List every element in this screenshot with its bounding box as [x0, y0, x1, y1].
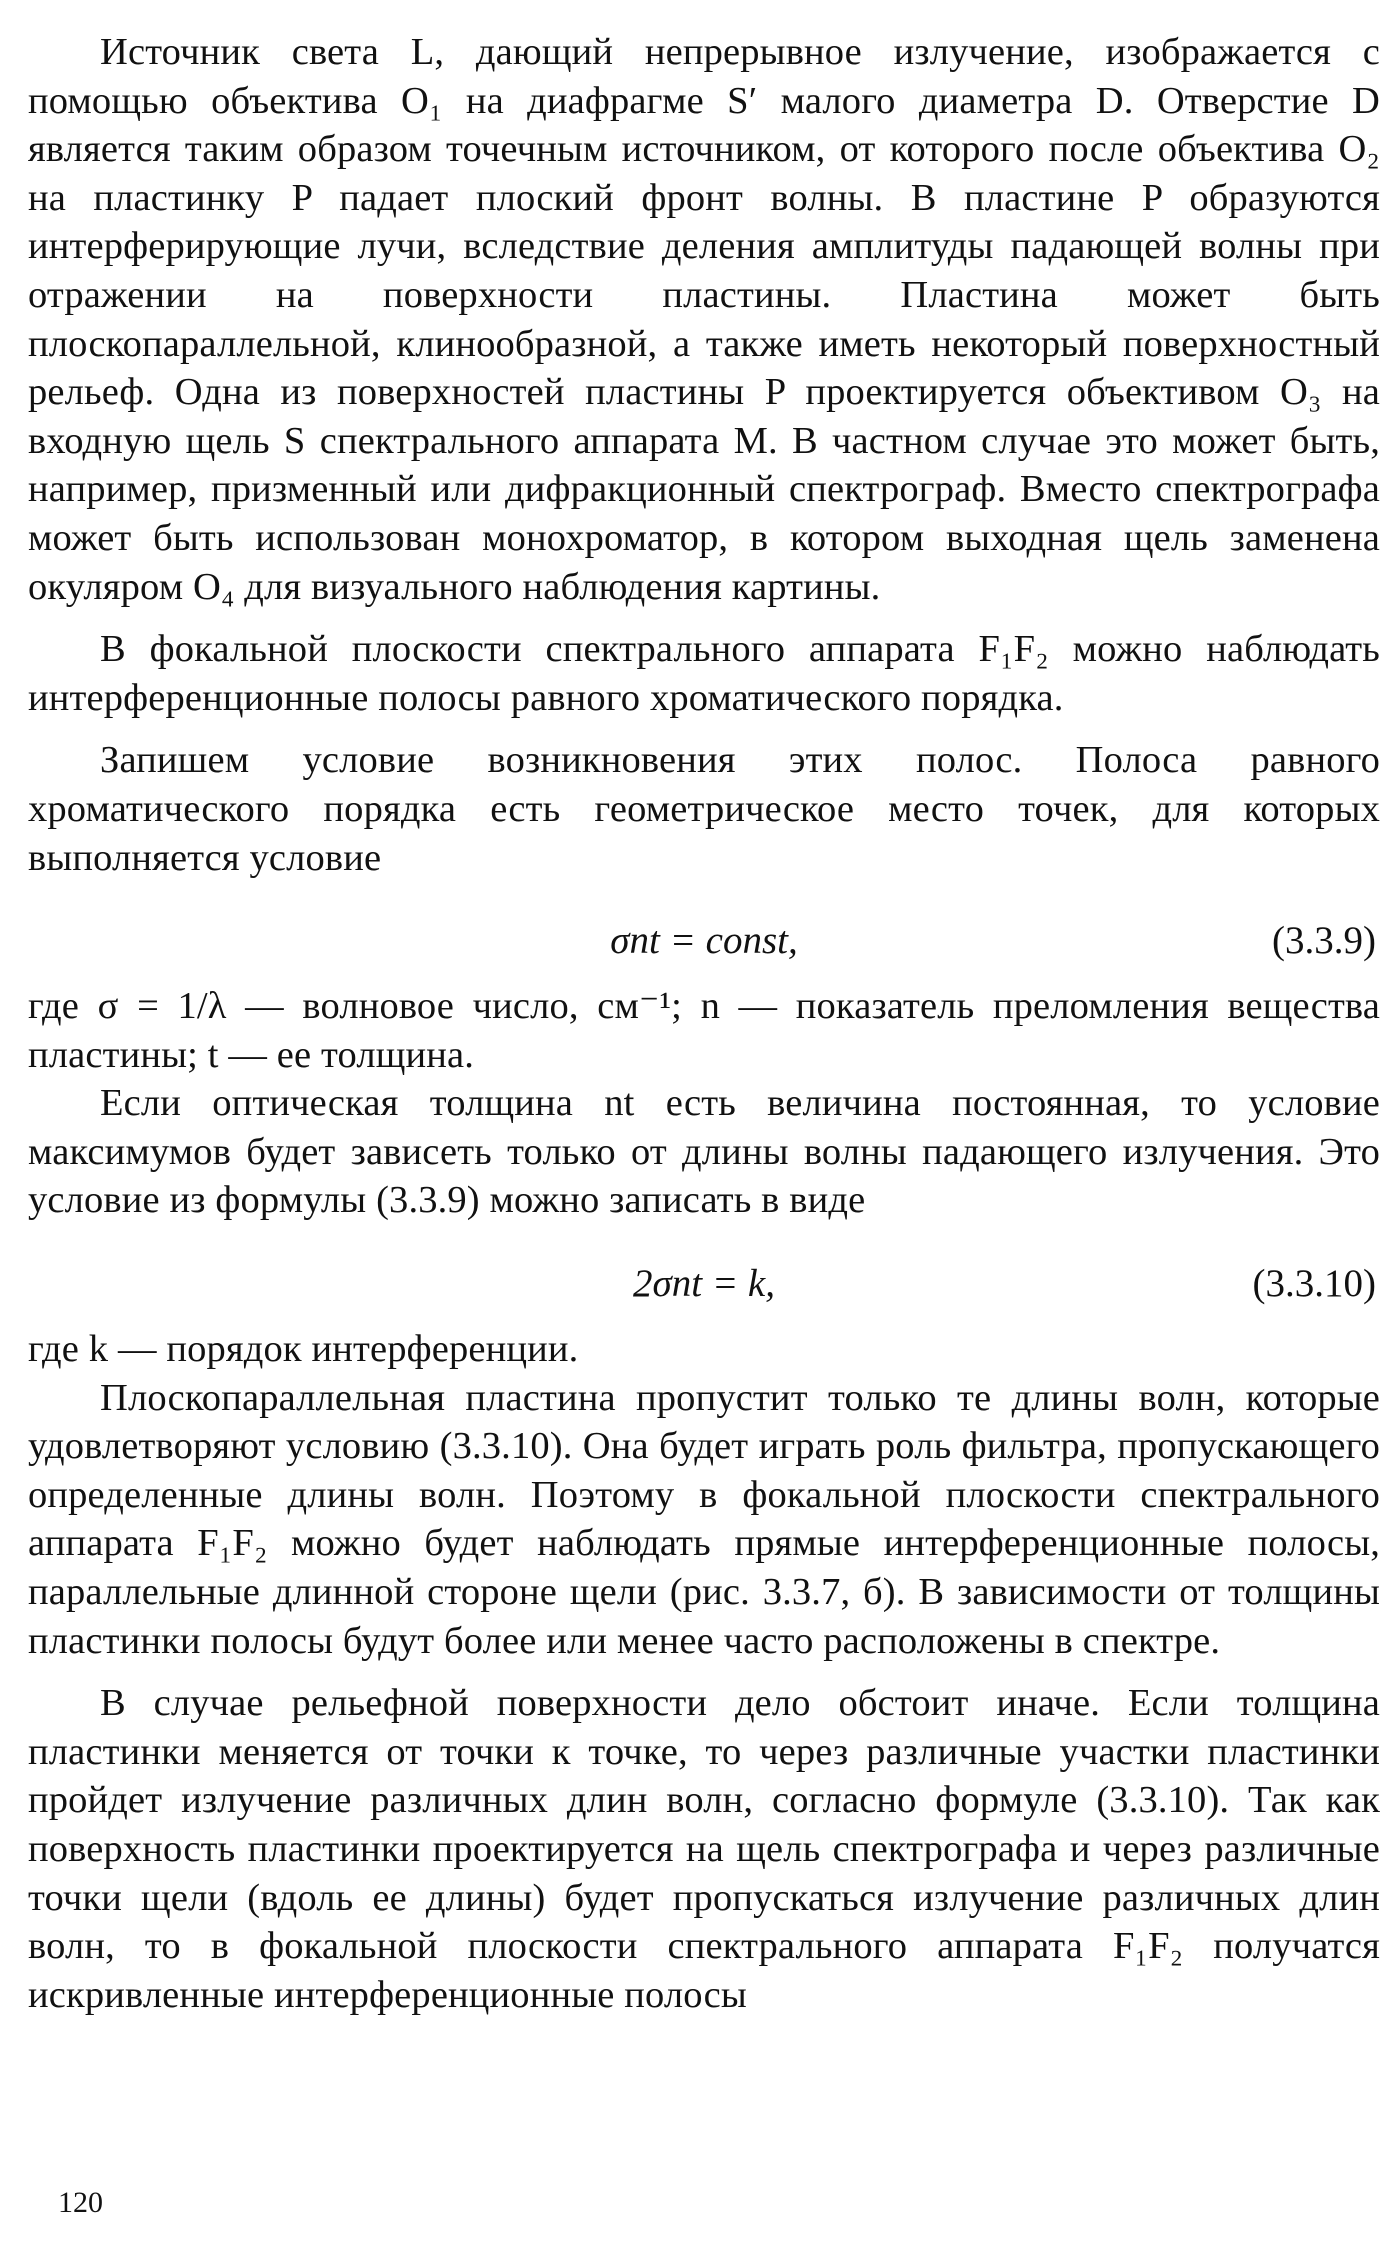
page-number: 120 — [58, 2186, 103, 2218]
equation-number: (3.3.10) — [1252, 1262, 1376, 1306]
equation-formula: 2σnt = k, — [633, 1262, 775, 1306]
paragraph-wavenumber-definition: где σ = 1/λ — волновое число, см⁻¹; n — показатель преломления вещества пластины; t — ее толщина. — [28, 985, 1380, 1076]
paragraph-interference-order: где k — порядок интерференции. — [28, 1328, 579, 1371]
paragraph-focal-plane: В фокальной плоскости спектрального аппарата F₁F₂ можно наблюдать интерференционные полосы равного хроматического порядка. — [28, 628, 1380, 719]
paragraph-fringe-condition: Запишем условие возникновения этих полос. Полоса равного хроматического порядка есть геометрическое место точек, для которых выполняется условие — [28, 739, 1380, 879]
paragraph-relief-surface: В случае рельефной поверхности дело обстоит иначе. Если толщина пластинки меняется от точки к точке, то через различные участки пластинки пройдет излучение различных длин волн, согласно формуле (3.3.10). Так как поверхность пластинки проектируется на щель спектрографа и через различные точки щели (вдоль ее длины) будет пропускаться излучение различных длин волн, то в фокальной плоскости спектрального аппарата F₁F₂ получатся искривленные интерференционные полосы — [28, 1682, 1380, 2016]
book-page — [28, 28, 1380, 2218]
equation-formula: σnt = const, — [610, 919, 798, 963]
paragraph-optical-thickness: Если оптическая толщина nt есть величина постоянная, то условие максимумов будет зависеть только от длины волны падающего излучения. Это условие из формулы (3.3.9) можно записать в виде — [28, 1082, 1380, 1222]
equation-number: (3.3.9) — [1272, 919, 1376, 963]
equation-3-3-9 — [28, 908, 1380, 974]
equation-3-3-10 — [28, 1251, 1380, 1317]
paragraph-light-source-description: Источник света L, дающий непрерывное излучение, изображается с помощью объектива O₁ на диафрагме S′ малого диаметра D. Отверстие D является таким образом точечным источником, от которого после объектива O₂ на пластинку P падает плоский фронт волны. В пластине P образуются интерферирующие лучи, вследствие деления амплитуды падающей волны при отражении на поверхности пластины. Пластина может быть плоскопараллельной, клинообразной, а также иметь некоторый поверхностный рельеф. Одна из поверхностей пластины P проектируется объективом O₃ на входную щель S спектрального аппарата M. В частном случае это может быть, например, призменный или дифракционный спектрограф. Вместо спектрографа может быть использован монохроматор, в котором выходная щель заменена окуляром O₄ для визуального наблюдения картины. — [28, 31, 1380, 608]
paragraph-plane-parallel-plate: Плоскопараллельная пластина пропустит только те длины волн, которые удовлетворяют условию (3.3.10). Она будет играть роль фильтра, пропускающего определенные длины волн. Поэтому в фокальной плоскости спектрального аппарата F₁F₂ можно будет наблюдать прямые интерференционные полосы, параллельные длинной стороне щели (рис. 3.3.7, б). В зависимости от толщины пластинки полосы будут более или менее часто расположены в спектре. — [28, 1376, 1380, 1662]
